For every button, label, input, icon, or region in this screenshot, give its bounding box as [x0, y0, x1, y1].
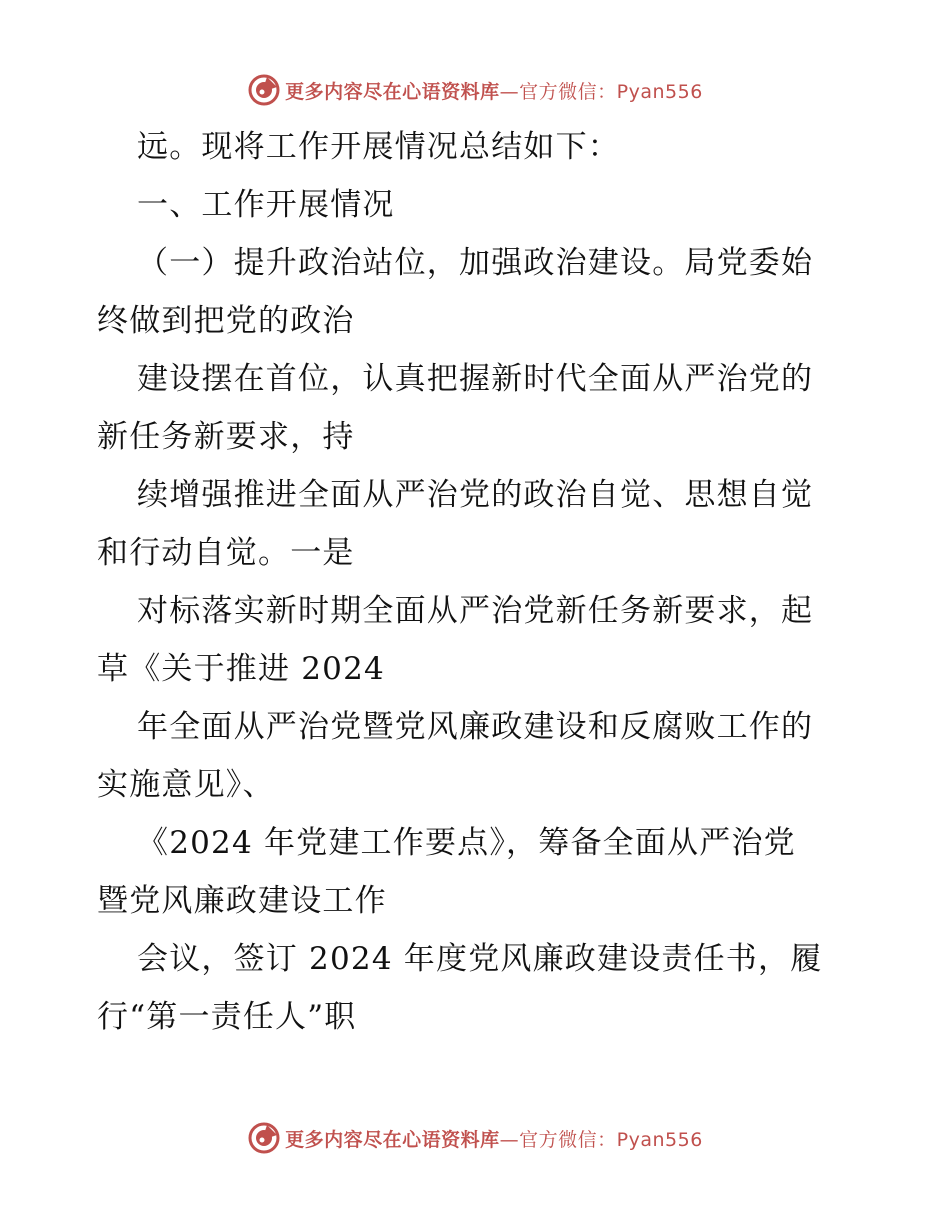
text-line: 会议，签订 2024 年度党风廉政建设责任书，履: [137, 941, 823, 977]
document-body: [97, 118, 857, 1046]
text-line: 行“第一责任人”职: [97, 999, 357, 1035]
text-line: （一）提升政治站位，加强政治建设。局党委始: [137, 245, 814, 281]
text-line: 和行动自觉。一是: [97, 535, 355, 571]
footer-watermark: [0, 1118, 950, 1158]
text-line: 对标落实新时期全面从严治党新任务新要求，起: [137, 593, 814, 629]
text-line: 终做到把党的政治: [97, 303, 355, 339]
watermark-brand: 更多内容尽在心语资料库: [285, 80, 500, 103]
text-line: 续增强推进全面从严治党的政治自觉、思想自觉: [137, 477, 814, 513]
watermark-wechat: —官方微信：Pyan556: [499, 80, 703, 103]
watermark-brand: 更多内容尽在心语资料库: [285, 1128, 500, 1151]
watermark-wechat: —官方微信：Pyan556: [499, 1128, 703, 1151]
text-line: 实施意见》、: [97, 767, 275, 803]
pen-circle-logo-icon: [247, 1121, 281, 1155]
text-line: 一、工作开展情况: [137, 187, 395, 223]
text-line: 《2024 年党建工作要点》，筹备全面从严治党: [137, 825, 796, 861]
text-line: 建设摆在首位，认真把握新时代全面从严治党的: [137, 361, 814, 397]
text-line: 年全面从严治党暨党风廉政建设和反腐败工作的: [137, 709, 814, 745]
pen-circle-logo-icon: [247, 73, 281, 107]
text-line: 新任务新要求，持: [97, 419, 355, 455]
text-line: 草《关于推进 2024: [97, 651, 385, 687]
header-watermark: [0, 70, 950, 110]
text-line: 远。现将工作开展情况总结如下：: [137, 129, 620, 165]
text-line: 暨党风廉政建设工作: [97, 883, 387, 919]
